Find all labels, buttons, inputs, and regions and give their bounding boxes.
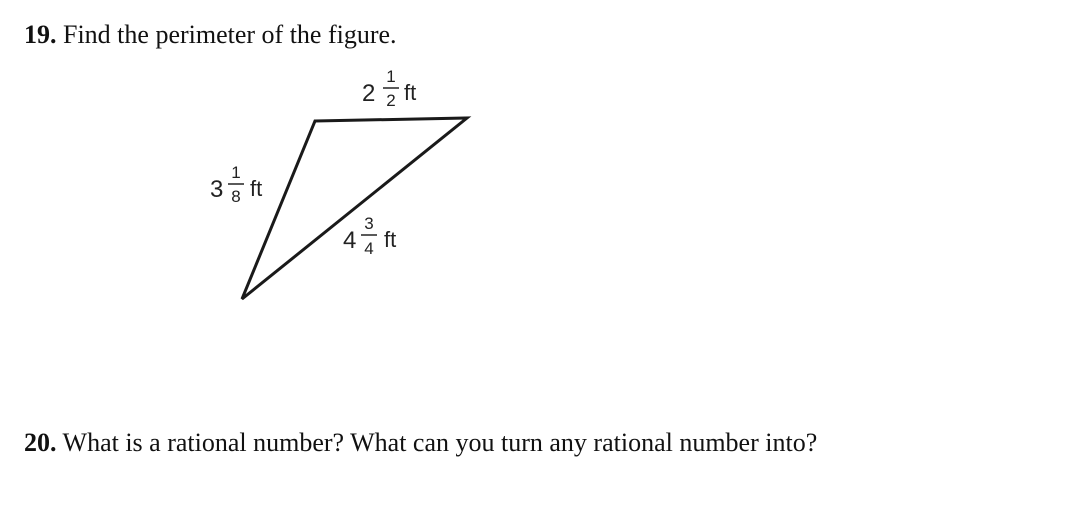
question-20 — [24, 428, 817, 458]
side-label-left-unit: ft — [250, 176, 263, 201]
side-label-top-denominator: 2 — [386, 91, 396, 110]
question-19-text: Find the perimeter of the figure. — [63, 20, 397, 49]
side-label-top-whole: 2 — [362, 80, 376, 107]
side-label-top — [362, 67, 416, 110]
side-label-left-numerator: 1 — [231, 163, 241, 182]
triangle-shape — [242, 118, 467, 299]
side-label-diagonal-numerator: 3 — [364, 214, 374, 233]
side-label-top-unit: ft — [404, 80, 417, 105]
side-label-diagonal-denominator: 4 — [364, 239, 374, 258]
question-19-number: 19. — [24, 20, 57, 49]
side-label-diagonal-unit: ft — [384, 227, 397, 252]
side-label-diagonal — [343, 214, 396, 258]
question-20-text: What is a rational number? What can you turn any rational number into? — [62, 428, 818, 457]
question-20-number: 20. — [24, 428, 57, 457]
side-label-diagonal-whole: 4 — [343, 227, 357, 254]
side-label-top-numerator: 1 — [386, 67, 396, 86]
side-label-left-denominator: 8 — [231, 187, 241, 206]
side-label-left — [210, 163, 262, 206]
side-label-left-whole: 3 — [210, 176, 224, 203]
